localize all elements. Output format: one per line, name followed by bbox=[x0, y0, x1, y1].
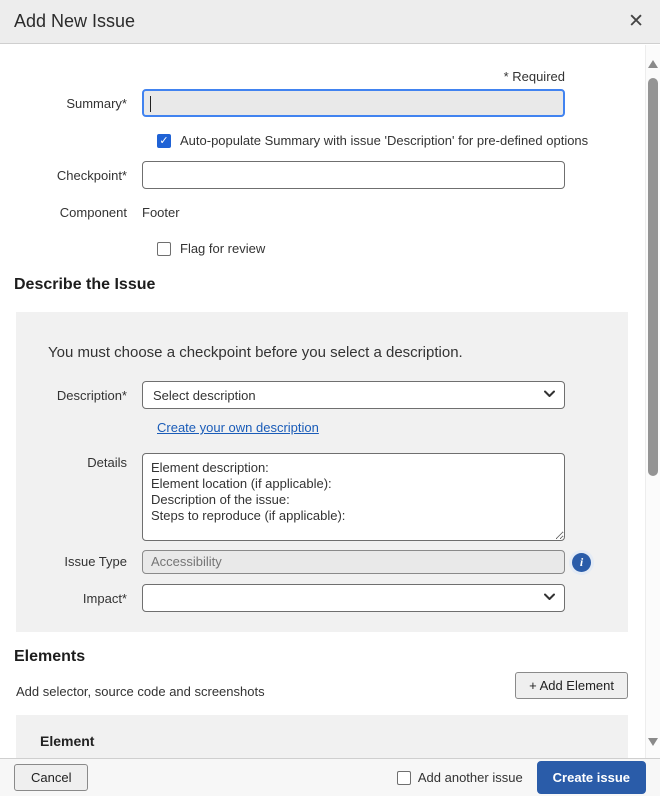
describe-issue-heading: Describe the Issue bbox=[14, 276, 156, 293]
elements-heading: Elements bbox=[14, 648, 86, 665]
vertical-scrollbar[interactable] bbox=[645, 45, 660, 758]
describe-issue-panel bbox=[16, 312, 628, 632]
add-another-issue-checkbox[interactable] bbox=[397, 771, 411, 785]
details-label: Details bbox=[87, 455, 127, 470]
checkpoint-label: Checkpoint* bbox=[56, 168, 127, 183]
close-icon[interactable]: ✕ bbox=[628, 11, 644, 32]
dialog-title: Add New Issue bbox=[14, 11, 136, 31]
impact-label: Impact* bbox=[82, 591, 127, 606]
auto-populate-row bbox=[157, 133, 628, 148]
description-select[interactable] bbox=[142, 381, 565, 409]
flag-for-review-label: Flag for review bbox=[180, 241, 266, 256]
description-label: Description* bbox=[56, 388, 127, 403]
auto-populate-label: Auto-populate Summary with issue 'Description' for pre-defined options bbox=[180, 133, 589, 148]
dialog-body bbox=[0, 45, 645, 796]
text-caret bbox=[150, 96, 151, 112]
component-label: Component bbox=[59, 205, 127, 220]
component-value: Footer bbox=[142, 205, 180, 220]
summary-input[interactable] bbox=[142, 89, 565, 117]
dialog-header bbox=[0, 0, 660, 44]
flag-for-review-checkbox[interactable] bbox=[157, 242, 171, 256]
create-issue-button[interactable]: Create issue bbox=[537, 761, 646, 794]
checkpoint-notice: You must choose a checkpoint before you select a description. bbox=[48, 344, 463, 361]
add-another-issue-label: Add another issue bbox=[417, 770, 523, 785]
elements-subtitle: Add selector, source code and screenshots bbox=[16, 684, 265, 699]
impact-select[interactable] bbox=[142, 584, 565, 612]
required-note: * Required bbox=[503, 69, 565, 84]
description-selected-value: Select description bbox=[153, 387, 256, 403]
issue-type-input: Accessibility bbox=[142, 550, 565, 574]
create-own-description-link[interactable]: Create your own description bbox=[157, 420, 319, 435]
checkpoint-input[interactable] bbox=[142, 161, 565, 189]
summary-label: Summary* bbox=[66, 96, 127, 111]
dialog-footer bbox=[0, 758, 660, 796]
chevron-down-icon bbox=[544, 593, 554, 603]
chevron-down-icon bbox=[544, 390, 554, 400]
add-element-button[interactable]: + Add Element bbox=[515, 672, 628, 699]
scrollbar-thumb[interactable] bbox=[648, 78, 658, 476]
scroll-up-icon[interactable] bbox=[648, 60, 658, 68]
component-row bbox=[16, 205, 628, 220]
flag-row bbox=[157, 241, 628, 256]
info-icon[interactable]: i bbox=[572, 553, 591, 572]
element-heading: Element bbox=[40, 733, 95, 749]
scroll-down-icon[interactable] bbox=[648, 738, 658, 746]
details-textarea[interactable] bbox=[142, 453, 565, 541]
auto-populate-checkbox[interactable]: ✓ bbox=[157, 134, 171, 148]
issue-type-label: Issue Type bbox=[64, 554, 127, 569]
cancel-button[interactable]: Cancel bbox=[14, 764, 88, 791]
